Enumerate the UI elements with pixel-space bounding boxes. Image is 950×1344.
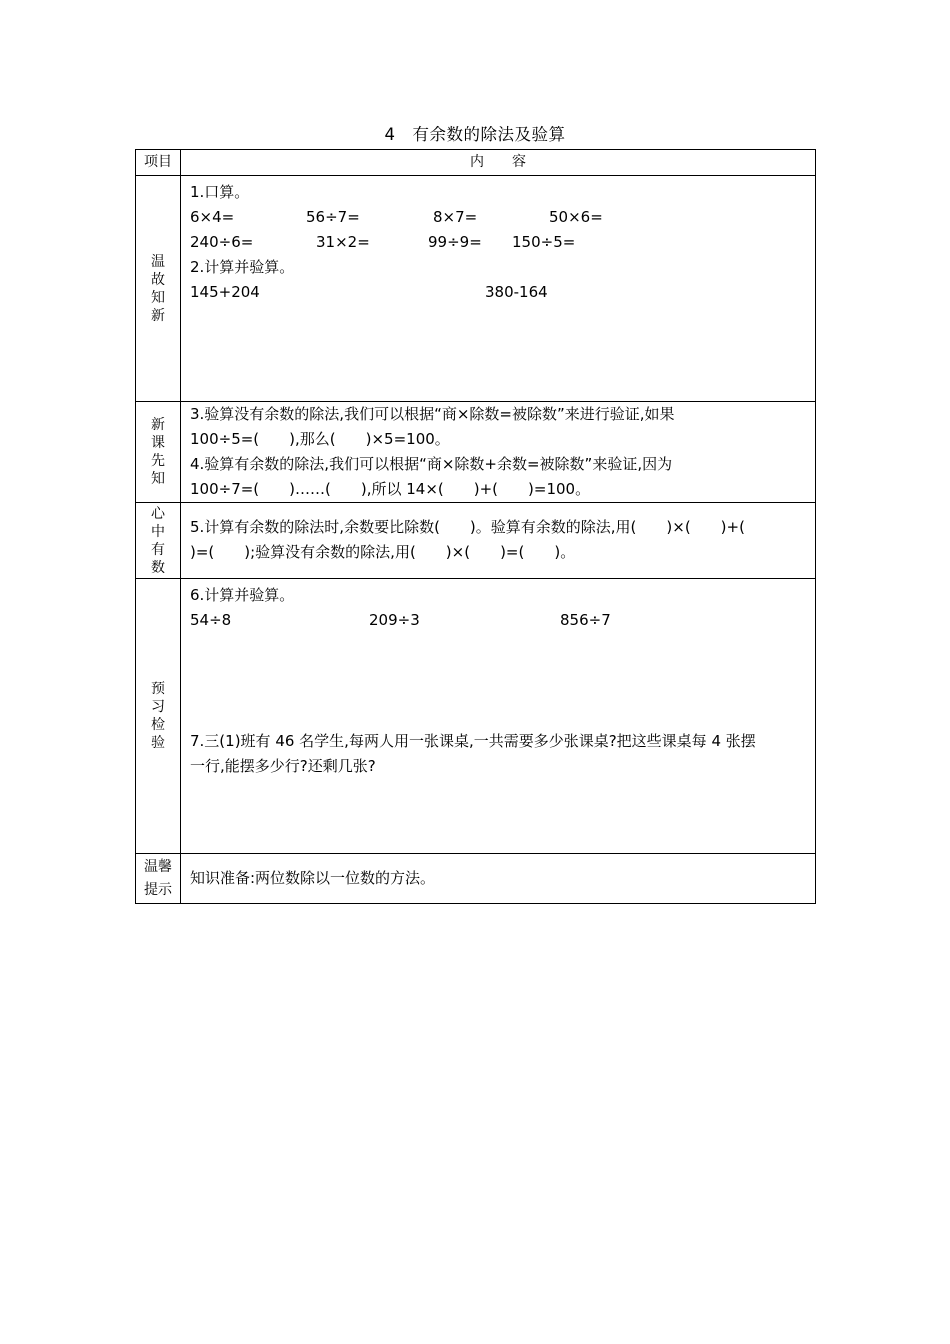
header-item: 项目 xyxy=(136,150,181,176)
section-content-preview xyxy=(181,402,816,503)
q4-line-2: 100÷7=( )……( ),所以 14×( )+( )=100。 xyxy=(190,480,591,498)
tip-text: 知识准备:两位数除以一位数的方法。 xyxy=(190,869,436,887)
worksheet-title: 4 有余数的除法及验算 xyxy=(384,125,566,144)
oral-calc-item: 99÷9= xyxy=(428,233,482,251)
oral-calc-item: 8×7= xyxy=(433,208,478,226)
q1-row-1 xyxy=(190,205,809,230)
q3-line-1: 3.验算没有余数的除法,我们可以根据“商×除数=被除数”来进行验证,如果 xyxy=(190,405,675,423)
section-preview xyxy=(136,402,816,503)
section-label-review: 温故知新 xyxy=(151,253,165,324)
section-content-mind xyxy=(181,503,816,579)
table-header-row xyxy=(136,150,816,176)
q3-line-2: 100÷5=( ),那么( )×5=100。 xyxy=(190,430,450,448)
q5-line-1: 5.计算有余数的除法时,余数要比除数( )。验算有余数的除法,用( )×( )+( xyxy=(190,518,745,536)
section-label-tip: 温馨提示 xyxy=(144,858,172,898)
q2-row xyxy=(190,280,809,305)
q2-title: 2.计算并验算。 xyxy=(190,258,295,276)
oral-calc-item: 50×6= xyxy=(549,208,603,226)
section-content-check xyxy=(181,579,816,854)
verify-calc-item: 856÷7 xyxy=(560,611,611,629)
section-label-mind: 心中有数 xyxy=(151,505,165,576)
oral-calc-item: 240÷6= xyxy=(190,233,254,251)
section-content-review xyxy=(181,176,816,402)
q7-line-1: 7.三(1)班有 46 名学生,每两人用一张课桌,一共需要多少张课桌?把这些课桌每 4 张摆 xyxy=(190,732,756,750)
verify-calc-item: 380-164 xyxy=(485,283,548,301)
q6-title: 6.计算并验算。 xyxy=(190,586,295,604)
q6-row xyxy=(190,608,809,633)
verify-calc-item: 145+204 xyxy=(190,283,260,301)
section-label-check: 预习检验 xyxy=(151,681,165,751)
q5-line-2: )=( );验算没有余数的除法,用( )×( )=( )。 xyxy=(190,543,576,561)
worksheet-table xyxy=(135,149,816,904)
oral-calc-item: 150÷5= xyxy=(512,233,576,251)
oral-calc-item: 31×2= xyxy=(316,233,370,251)
section-content-tip xyxy=(181,854,816,904)
section-review xyxy=(136,176,816,402)
section-label-preview: 新课先知 xyxy=(151,417,165,487)
header-content: 内 容 xyxy=(181,150,816,176)
q4-line-1: 4.验算有余数的除法,我们可以根据“商×除数+余数=被除数”来验证,因为 xyxy=(190,455,673,473)
section-mind xyxy=(136,503,816,579)
q1-title: 1.口算。 xyxy=(190,183,250,201)
q1-row-2 xyxy=(190,230,809,255)
q7-line-2: 一行,能摆多少行?还剩几张? xyxy=(190,757,376,775)
section-check xyxy=(136,579,816,854)
section-tip xyxy=(136,854,816,904)
verify-calc-item: 54÷8 xyxy=(190,611,232,629)
oral-calc-item: 6×4= xyxy=(190,208,235,226)
verify-calc-item: 209÷3 xyxy=(369,611,420,629)
oral-calc-item: 56÷7= xyxy=(306,208,360,226)
